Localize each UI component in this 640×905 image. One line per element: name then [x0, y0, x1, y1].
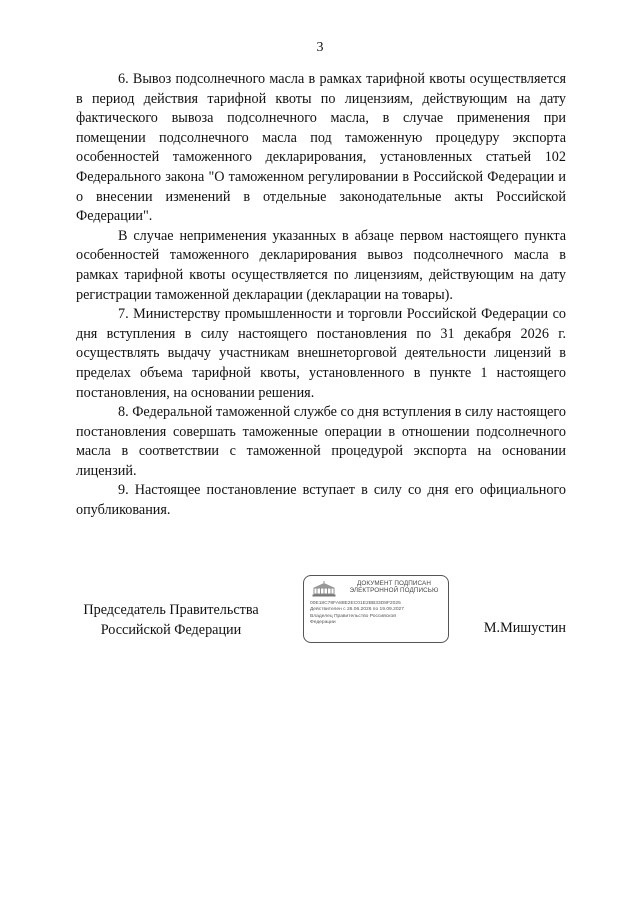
stamp-owner-line-1: Владелец Правительство Российской [310, 613, 396, 619]
paragraph-item-6-continuation: В случае неприменения указанных в абзаце первом настоящего пункта особенностей таможенного декларирования вывоз подсолнечного масла в рамках тарифной квоты осуществляется по лицензиям, действующим на дату регистрации таможенной декларации (декларации на товары). [76, 227, 566, 303]
signer-title-line-1: Председатель Правительства [83, 602, 259, 618]
paragraph-item-6: 6. Вывоз подсолнечного масла в рамках тарифной квоты осуществляется в период действия тарифной квоты по лицензиям, действующим на дату фактического вывоза подсолнечного масла, в случае применения при помещении подсолнечного масла под таможенную процедуру экспорта особенностей таможенного декларирования, установленных статьей 102 Федерального закона "О таможенном регулировании в Российской Федерации и о внесении изменений в отдельные законодательные акты Российской Федерации". [76, 71, 566, 225]
stamp-certificate: 00E18C78FA88E2EC01E2BB33D8F2025 [310, 601, 401, 606]
signer-title [76, 601, 266, 640]
paragraph-item-7: 7. Министерству промышленности и торговли Российской Федерации со дня вступления в силу настоящего постановления по 31 декабря 2026 г. осуществлять выдачу участникам внешнеторговой деятельности лицензий в пределах объема тарифной квоты, установленного в пункте 1 настоящего постановления, на основании решения. [76, 306, 566, 401]
paragraph-item-8: 8. Федеральной таможенной службе со дня вступления в силу настоящего постановления совершать таможенные операции в отношении подсолнечного масла в соответствии с таможенной процедурой экспорта на основании лицензий. [76, 404, 566, 479]
document-body [76, 70, 566, 521]
paragraph-item-9: 9. Настоящее постановление вступает в силу со дня его официального опубликования. [76, 482, 566, 519]
electronic-signature-stamp [303, 575, 449, 643]
signer-title-line-2: Российской Федерации [100, 621, 242, 638]
signature-block [76, 575, 566, 645]
stamp-title [342, 580, 446, 595]
stamp-owner-line-2: Федерации [310, 620, 336, 626]
government-building-icon [312, 581, 336, 597]
signer-name: М.Мишустин [483, 620, 566, 636]
stamp-validity: Действителен с 26.06.2026 по 19.09.2027 [310, 607, 404, 613]
stamp-title-line-2: ЭЛЕКТРОННОЙ ПОДПИСЬЮ [349, 587, 439, 595]
stamp-title-line-1: ДОКУМЕНТ ПОДПИСАН [357, 580, 431, 587]
page-number: 3 [316, 40, 324, 55]
stamp-details [310, 601, 446, 627]
